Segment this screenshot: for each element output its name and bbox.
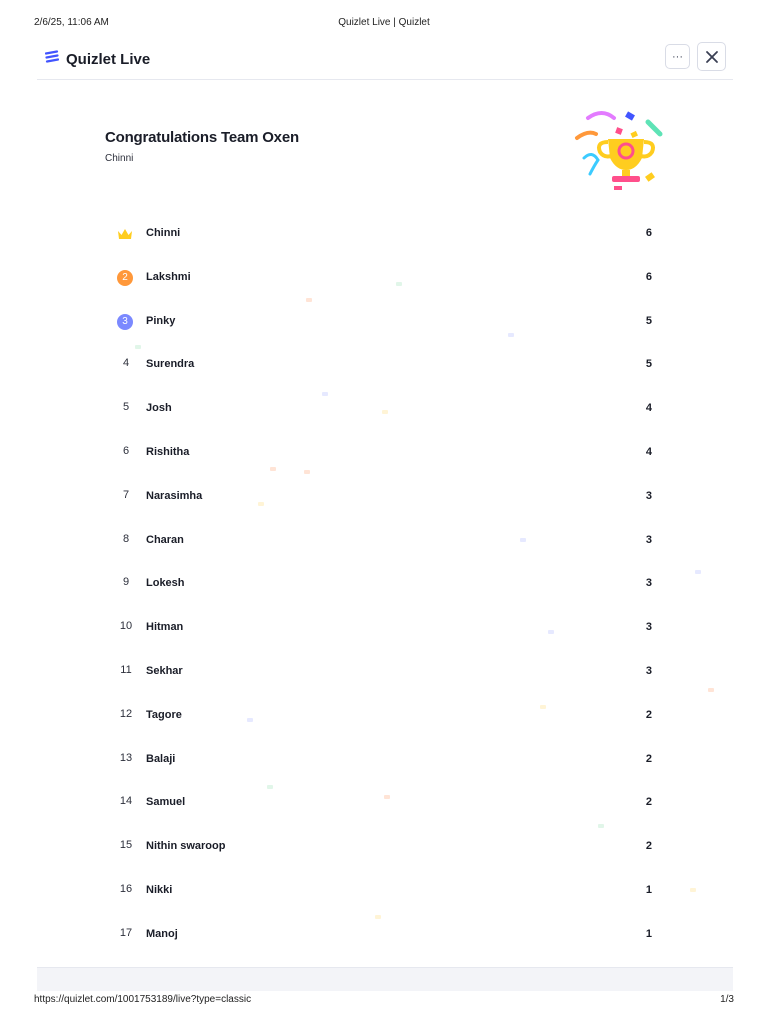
rank-number: 11 <box>120 663 132 676</box>
close-icon <box>705 50 719 64</box>
leaderboard-row <box>105 694 660 738</box>
quizlet-live-logo[interactable] <box>45 50 150 69</box>
player-name: Chinni <box>146 227 181 239</box>
trophy-icon <box>574 110 669 195</box>
rank-number: 14 <box>119 795 133 808</box>
leaderboard-row <box>105 343 660 387</box>
print-header <box>0 17 768 31</box>
leaderboard-row <box>105 212 660 256</box>
player-name: Lokesh <box>146 577 185 590</box>
print-title: Quizlet Live | Quizlet <box>338 17 430 28</box>
crown-icon <box>117 227 133 245</box>
app-title: Quizlet Live <box>66 51 151 68</box>
more-icon: ··· <box>672 50 683 63</box>
player-score: 6 <box>645 270 652 283</box>
print-footer <box>0 994 768 1008</box>
app-header <box>37 41 733 80</box>
leaderboard-row <box>105 825 660 869</box>
player-score: 2 <box>645 708 652 721</box>
player-score: 2 <box>645 840 652 853</box>
player-score: 2 <box>645 796 652 809</box>
player-score: 1 <box>645 883 652 896</box>
leaderboard-row <box>105 738 660 782</box>
player-name: Charan <box>146 533 184 546</box>
leaderboard-row <box>105 387 660 431</box>
leaderboard-row <box>105 431 660 475</box>
rank-number: 6 <box>122 444 130 457</box>
confetti-piece <box>695 570 701 574</box>
rank-number: 10 <box>119 620 133 633</box>
rank-number: 13 <box>119 751 133 764</box>
leaderboard-row <box>105 869 660 913</box>
player-score: 6 <box>645 227 652 239</box>
rank-number: 17 <box>119 926 133 939</box>
bottom-panel <box>37 967 733 991</box>
leaderboard-row <box>105 562 660 606</box>
player-name: Balaji <box>146 752 176 765</box>
leaderboard-row <box>105 519 660 563</box>
confetti-piece <box>708 688 714 692</box>
player-score: 2 <box>645 752 652 765</box>
rank-number: 8 <box>122 532 130 545</box>
print-url: https://quizlet.com/1001753189/live?type=classic <box>34 994 252 1005</box>
player-name: Lakshmi <box>146 270 191 283</box>
player-name: Josh <box>146 402 172 415</box>
rank-number: 12 <box>119 707 133 720</box>
page-title: Congratulations Team Oxen <box>105 129 299 146</box>
player-score: 4 <box>645 402 652 415</box>
leaderboard-list <box>105 212 660 957</box>
player-score: 3 <box>645 621 652 634</box>
leaderboard-row <box>105 650 660 694</box>
winner-subtitle: Chinni <box>105 153 134 164</box>
rank-number: 15 <box>119 839 133 852</box>
player-name: Narasimha <box>146 489 203 502</box>
rank-number: 4 <box>122 357 130 370</box>
player-name: Pinky <box>146 314 176 327</box>
player-name: Sekhar <box>146 664 183 677</box>
player-name: Hitman <box>146 621 184 634</box>
player-score: 3 <box>645 664 652 677</box>
player-name: Nikki <box>146 883 173 896</box>
rank-number: 16 <box>119 882 133 895</box>
print-page-number: 1/3 <box>720 994 734 1005</box>
confetti-piece <box>690 888 696 892</box>
rank-number: 7 <box>122 488 130 501</box>
player-score: 5 <box>645 358 652 371</box>
quizlet-live-icon <box>45 50 59 69</box>
leaderboard-row <box>105 300 660 344</box>
leaderboard-row <box>105 475 660 519</box>
print-date: 2/6/25, 11:06 AM <box>34 17 109 28</box>
leaderboard-row <box>105 781 660 825</box>
player-score: 1 <box>645 927 652 940</box>
player-name: Rishitha <box>146 445 190 458</box>
close-button[interactable] <box>697 42 726 71</box>
leaderboard-row <box>105 606 660 650</box>
leaderboard-row <box>105 913 660 957</box>
more-options-button[interactable] <box>665 44 690 69</box>
player-name: Surendra <box>146 358 195 371</box>
player-score: 5 <box>645 314 652 327</box>
rank-number: 9 <box>122 576 130 589</box>
player-name: Nithin swaroop <box>146 840 226 853</box>
rank-number: 5 <box>122 401 130 414</box>
player-name: Tagore <box>146 708 182 721</box>
player-score: 3 <box>645 533 652 546</box>
leaderboard-row <box>105 256 660 300</box>
player-score: 3 <box>645 489 652 502</box>
rank-badge: 2 <box>117 270 133 286</box>
player-score: 3 <box>645 577 652 590</box>
player-score: 4 <box>645 445 652 458</box>
player-name: Manoj <box>146 927 178 940</box>
player-name: Samuel <box>146 796 186 809</box>
rank-badge: 3 <box>117 314 133 330</box>
